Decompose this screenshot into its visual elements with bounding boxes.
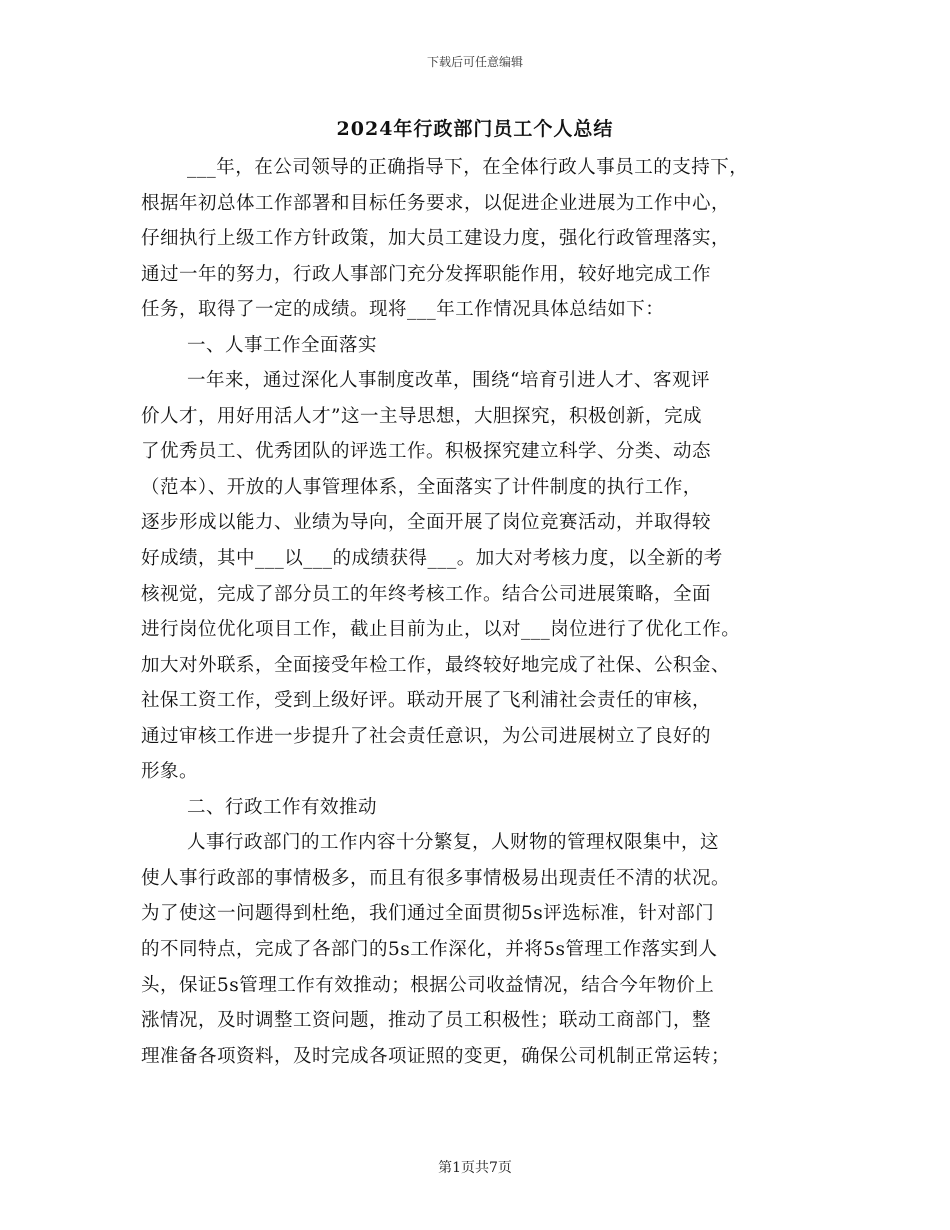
body-line: （范本）、开放的人事管理体系，全面落实了计件制度的执行工作， bbox=[141, 476, 702, 498]
body-line: 任务，取得了一定的成绩。现将___年工作情况具体总结如下： bbox=[141, 299, 665, 321]
page-footer: 第1页共7页 bbox=[438, 1160, 512, 1176]
body-line: 好成绩，其中___以___的成绩获得___。加大对考核力度，以全新的考 bbox=[141, 548, 723, 570]
body-line: 人事行政部门的工作内容十分繁复，人财物的管理权限集中，这 bbox=[187, 832, 720, 854]
body-line: 加大对外联系，全面接受年检工作，最终较好地完成了社保、公积金、 bbox=[141, 654, 731, 676]
body-line: 头，保证5s管理工作有效推动；根据公司收益情况，结合今年物价上 bbox=[141, 974, 715, 996]
document-body bbox=[141, 150, 821, 1074]
body-line: 了优秀员工、优秀团队的评选工作。积极探究建立科学、分类、动态 bbox=[141, 441, 712, 463]
body-line: 形象。 bbox=[141, 761, 199, 783]
body-line: 的不同特点，完成了各部门的5s工作深化，并将5s管理工作落实到人 bbox=[141, 939, 718, 961]
body-line: 一、人事工作全面落实 bbox=[187, 334, 378, 356]
body-line: 通过审核工作进一步提升了社会责任意识，为公司进展树立了良好的 bbox=[141, 725, 712, 747]
body-line: 二、行政工作有效推动 bbox=[187, 796, 378, 818]
body-line: 根据年初总体工作部署和目标任务要求，以促进企业进展为工作中心， bbox=[141, 192, 731, 214]
body-line: 进行岗位优化项目工作，截止目前为止，以对___岗位进行了优化工作。 bbox=[141, 619, 741, 641]
body-line: 使人事行政部的事情极多，而且有很多事情极易出现责任不清的状况。 bbox=[141, 867, 731, 889]
document-title: 2024年行政部门员工个人总结 bbox=[336, 118, 614, 140]
body-line: 一年来，通过深化人事制度改革，围绕“培育引进人才、客观评 bbox=[187, 370, 710, 392]
body-line: ___年，在公司领导的正确指导下，在全体行政人事员工的支持下， bbox=[187, 157, 749, 178]
body-line: 理准备各项资料，及时完成各项证照的变更，确保公司机制正常运转； bbox=[141, 1045, 731, 1067]
body-line: 价人才，用好用活人才”这一主导思想，大胆探究，积极创新，完成 bbox=[141, 405, 702, 427]
body-line: 仔细执行上级工作方针政策，加大员工建设力度，强化行政管理落实， bbox=[141, 228, 731, 250]
body-line: 社保工资工作，受到上级好评。联动开展了飞利浦社会责任的审核， bbox=[141, 690, 712, 712]
body-line: 通过一年的努力，行政人事部门充分发挥职能作用，较好地完成工作 bbox=[141, 263, 712, 285]
body-line: 核视觉，完成了部分员工的年终考核工作。结合公司进展策略，全面 bbox=[141, 583, 712, 605]
body-line: 为了使这一问题得到杜绝，我们通过全面贯彻5s评选标准，针对部门 bbox=[141, 903, 715, 925]
page-header: 下载后可任意编辑 bbox=[426, 55, 523, 69]
body-line: 涨情况，及时调整工资问题，推动了员工积极性；联动工商部门，整 bbox=[141, 1010, 712, 1032]
body-line: 逐步形成以能力、业绩为导向，全面开展了岗位竞赛活动，并取得较 bbox=[141, 512, 712, 534]
